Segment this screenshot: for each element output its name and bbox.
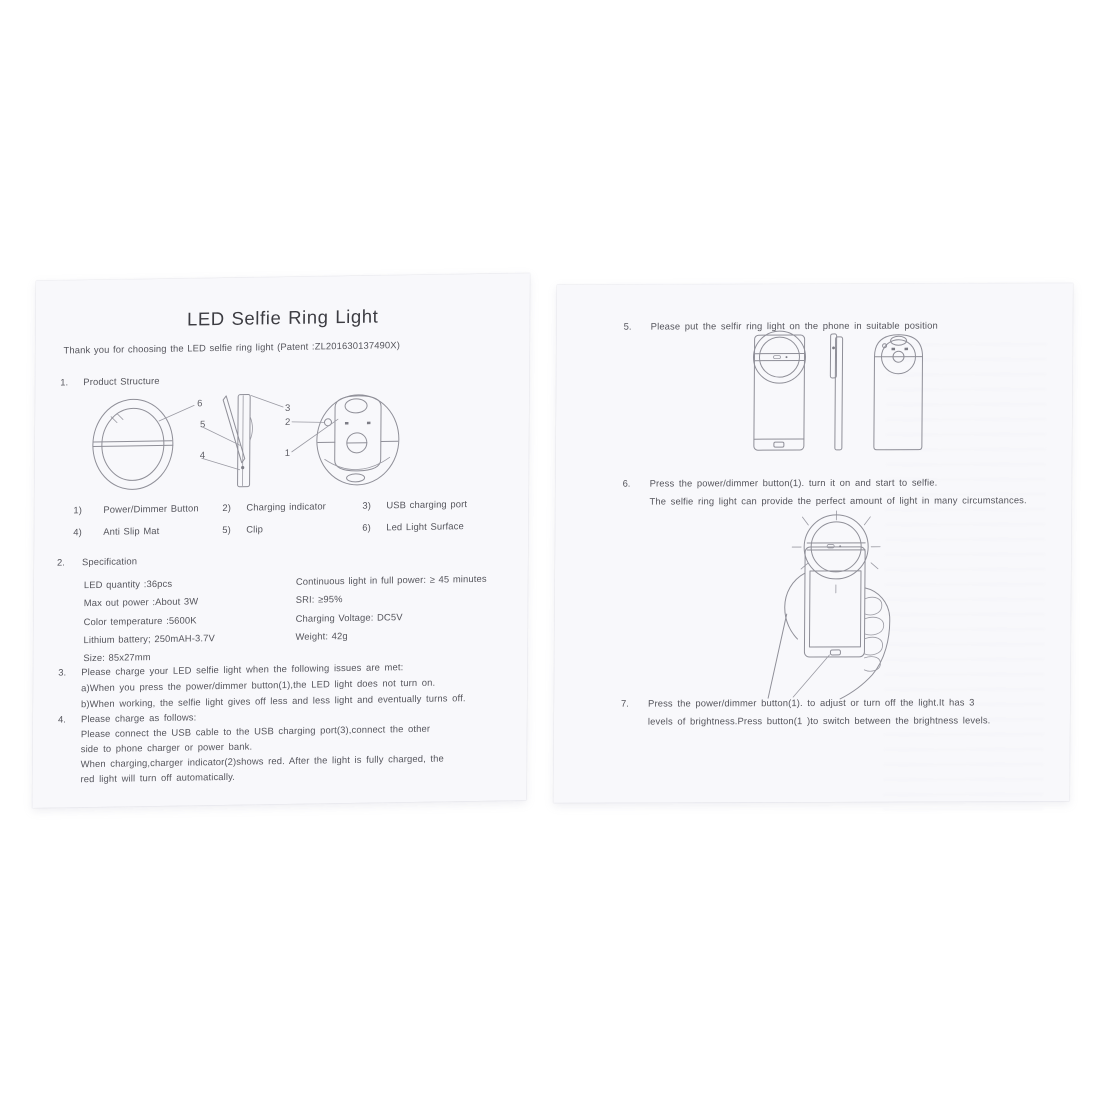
section4-line3: side to phone charger or power bank. (80, 740, 253, 755)
spec-sri: SRI: ≥95% (295, 593, 343, 605)
diagram-label-2: 2 (284, 416, 291, 428)
spec-max-power: Max out power :About 3W (83, 595, 199, 609)
hand-holding-phone-drawing (738, 511, 909, 704)
hand-drawing (768, 573, 890, 699)
product-structure-diagram (54, 383, 475, 506)
part-6-num: 6) (362, 521, 371, 533)
section4-line5: red light will turn off automatically. (80, 770, 236, 785)
phone-front-view-drawing (753, 331, 806, 450)
spec-continuous: Continuous light in full power: ≥ 45 minutes (295, 572, 487, 587)
section4-line4: When charging,charger indicator(2)shows red. After the light is fully charged, the (80, 752, 444, 770)
part-6-label: Led Light Surface (386, 520, 464, 533)
section4-line1: Please charge as follows: (80, 711, 197, 725)
diagram-label-3: 3 (285, 402, 291, 414)
part-3-label: USB charging port (386, 498, 468, 511)
ring-back-view-drawing (317, 394, 400, 485)
diagram-label-1: 1 (284, 447, 291, 459)
ring-on-phone-diagram (735, 331, 936, 464)
spec-color-temp: Color temperature :5600K (83, 614, 197, 628)
section3-line3: b)When working, the selfie light gives off less and less light and eventually turns off. (81, 692, 466, 710)
section4-number: 4. (57, 713, 66, 725)
section2-number: 2. (57, 556, 65, 568)
section6-line2: The selfie ring light can provide the perfect amount of light in many circumstances. (649, 494, 1027, 507)
phone-drawing (793, 547, 865, 697)
section6-line1: Press the power/dimmer button(1). turn it on and start to selfie. (649, 476, 938, 489)
part-2-num: 2) (222, 501, 232, 513)
manual-page-right (553, 283, 1073, 803)
section1-heading: Product Structure (83, 374, 160, 388)
manual-page-left (32, 273, 530, 808)
part-1-label: Power/Dimmer Button (103, 502, 199, 515)
phone-back-view-drawing (874, 335, 923, 450)
part-4-label: Anti Slip Mat (103, 524, 160, 537)
page-title: LED Selfie Ring Light (186, 305, 379, 330)
section7-line2: levels of brightness.Press button(1 )to switch between the brightness levels. (647, 714, 991, 727)
part-4-num: 4) (73, 526, 82, 538)
part-1-num: 1) (73, 504, 83, 516)
phone-side-view-drawing (830, 334, 843, 450)
section6-number: 6. (622, 477, 631, 489)
section3-line1: Please charge your LED selfie light when the following issues are met: (81, 661, 404, 678)
section1-number: 1. (60, 376, 69, 388)
section4-line2: Please connect the USB cable to the USB charging port(3),connect the other (80, 722, 431, 740)
part-5-label: Clip (246, 523, 264, 535)
intro-line: Thank you for choosing the LED selfie ring light (Patent :ZL201630137490X) (63, 339, 401, 356)
ring-side-view-drawing (223, 394, 253, 486)
diagram-label-5: 5 (199, 419, 206, 431)
spec-size: Size: 85x27mm (83, 651, 151, 664)
section7-line1: Press the power/dimmer button(1). to adjust or turn off the light.It has 3 (648, 696, 975, 709)
spec-charging-volt: Charging Voltage: DC5V (295, 611, 403, 624)
part-2-label: Charging indicator (246, 500, 327, 513)
spec-weight: Weight: 42g (295, 630, 348, 642)
section2-heading: Specification (82, 555, 138, 568)
diagram-label-4: 4 (199, 450, 206, 462)
diagram-label-6: 6 (197, 398, 203, 410)
spec-battery: Lithium battery; 250mAH-3.7V (83, 632, 215, 646)
section5-line: Please put the selfir ring light on the phone in suitable position (650, 319, 938, 332)
section5-number: 5. (623, 320, 632, 332)
section3-number: 3. (58, 666, 67, 678)
spec-led-quantity: LED quantity :36pcs (83, 577, 173, 591)
part-3-num: 3) (362, 499, 372, 511)
ring-front-view-drawing (93, 399, 174, 490)
section3-line2: a)When you press the power/dimmer button(1),the LED light does not turn on. (81, 676, 436, 694)
section7-number: 7. (621, 697, 629, 709)
part-5-num: 5) (222, 523, 231, 535)
